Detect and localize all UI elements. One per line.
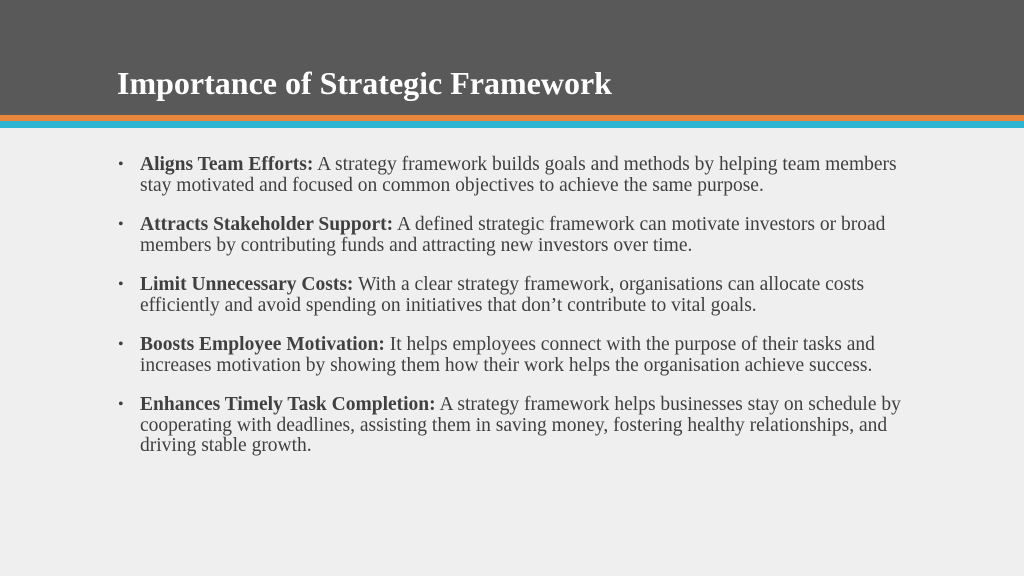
bullet-heading: Boosts Employee Motivation: (140, 334, 385, 355)
bullet-dot-icon: • (118, 336, 124, 353)
bullet-text: It helps employees connect with the purpose of their tasks and increases motivation by showing them how their work helps the organisation achieve success. (140, 334, 875, 376)
bullet-item-boosts-employee-motivation (118, 335, 908, 376)
bullet-text: With a clear strategy framework, organisations can allocate costs efficiently and avoid spending on initiatives that don’t contribute to vital goals. (140, 274, 865, 316)
bullet-dot-icon: • (118, 396, 124, 413)
slide-title: Importance of Strategic Framework (117, 65, 612, 101)
bullet-item-enhances-timely-task-completion (118, 395, 908, 457)
bullet-heading: Aligns Team Efforts: (140, 154, 314, 175)
bullet-dot-icon: • (118, 216, 124, 233)
bullet-list (118, 155, 908, 476)
bullet-dot-icon: • (118, 156, 124, 173)
bullet-heading: Limit Unnecessary Costs: (140, 274, 354, 295)
bullet-heading: Enhances Timely Task Completion: (140, 394, 436, 415)
bullet-text: A strategy framework helps businesses stay on schedule by cooperating with deadlines, assisting them in saving money, fostering healthy relationships, and driving stable growth. (140, 394, 901, 456)
teal-accent-stripe (0, 121, 1024, 128)
bullet-item-aligns-team-efforts (118, 155, 908, 196)
bullet-item-limit-unnecessary-costs (118, 275, 908, 316)
bullet-dot-icon: • (118, 276, 124, 293)
bullet-heading: Attracts Stakeholder Support: (140, 214, 394, 235)
bullet-text: A strategy framework builds goals and methods by helping team members stay motivated and focused on common objectives to achieve the same purpose. (140, 154, 897, 196)
bullet-text: A defined strategic framework can motivate investors or broad members by contributing funds and attracting new investors over time. (140, 214, 886, 256)
bullet-item-attracts-stakeholder-support (118, 215, 908, 256)
slide-header (0, 0, 1024, 115)
